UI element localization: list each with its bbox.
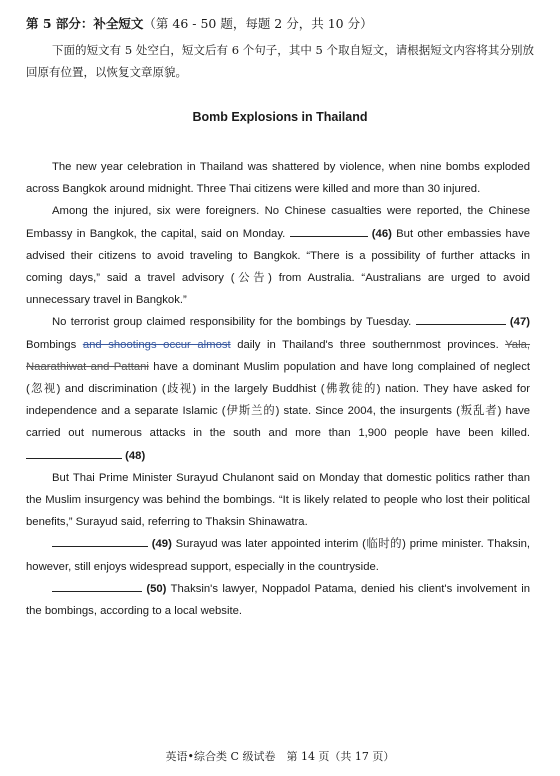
question-number-47: (47) [509, 316, 530, 329]
question-number-46: (46) [371, 227, 392, 240]
instructions: 下面的短文有 5 处空白，短文后有 6 个句子，其中 5 个取自短文，请根据短文内容将其分别放回原有位置，以恢复文章原貌。 [26, 43, 534, 79]
paragraph-1-text: The new year celebration in Thailand was shattered by violence, when nine bombs exploded across Bangkok around midnight. Three Thai citizens were killed and more than 30 injured. [26, 161, 530, 196]
struck-through-text-1: and shootings occur almost [82, 338, 231, 351]
paragraph-2-text-a: Among the injured, six were foreigners. No Chinese casualties were reported, the Chinese Embassy in Bangkok, the capital, said on Monday. [26, 205, 530, 240]
paragraph-3 [26, 311, 530, 466]
section-header [26, 14, 536, 34]
paragraph-2-text-b: But other embassies have advised their citizens to avoid traveling to Bangkok. “There is a possibility of further attacks in coming days,” said a travel advisory (公告) from Australia. “Australians are urged to avoid unnecessary travel in Bangkok.” [26, 227, 531, 307]
paragraph-3-text-a: No terrorist group claimed responsibility for the bombings by Tuesday. [52, 316, 412, 329]
question-number-50: (50) [146, 582, 167, 595]
paragraph-5 [26, 533, 530, 577]
question-number-48: (48) [125, 449, 146, 462]
section-scoring-note: （第 46 - 50 题，每题 2 分，共 10 分） [143, 16, 373, 31]
paragraph-4-text: But Thai Prime Minister Surayud Chulanont said on Monday that domestic politics rather than the Muslim insurgency was behind the bombings. “It is likely related to people who lost their political benefits,” Surayud said, referring to Thaksin Shinawatra. [26, 471, 530, 529]
answer-blank-50[interactable] [52, 579, 142, 592]
paragraph-3-text-b: Bombings [26, 338, 77, 351]
answer-blank-48[interactable] [26, 446, 122, 459]
answer-blank-49[interactable] [52, 534, 148, 547]
paragraph-3-text-c: daily in Thailand's three southernmost provinces. [237, 338, 499, 351]
paragraph-3-text-d: have a dominant Muslim population and have long complained of neglect (忽视) and discrimination (歧视) in the largely Buddhist (佛教徒的) nation. They have asked for independence and a separate Islamic (伊斯兰的) state. Since 2004, the insurgents (叛乱者) have carried out numerous attacks in the south and more than 1,900 people have been killed. [26, 360, 530, 440]
question-number-49: (49) [151, 538, 172, 551]
answer-blank-47[interactable] [416, 312, 506, 325]
paragraph-1 [26, 156, 530, 200]
answer-blank-46[interactable] [290, 224, 368, 237]
paragraph-6-text: Thaksin's lawyer, Noppadol Patama, denied his client's involvement in the bombings, according to a local website. [26, 582, 531, 618]
struck-through-text-2: Yala, Naarathiwat and Pattani [26, 338, 531, 373]
section-label: 第 5 部分：补全短文 [26, 16, 144, 31]
passage-body [26, 156, 530, 622]
paragraph-5-text: Surayud was later appointed interim (临时的) prime minister. Thaksin, however, still enjoys widespread support, especially in the countryside. [26, 538, 531, 573]
page-footer: 英语•综合类 C 级试卷 第 14 页（共 17 页） [165, 750, 395, 763]
passage-title: Bomb Explosions in Thailand [192, 110, 368, 124]
paragraph-2 [26, 200, 530, 311]
paragraph-6 [26, 578, 530, 622]
paragraph-4 [26, 467, 530, 534]
